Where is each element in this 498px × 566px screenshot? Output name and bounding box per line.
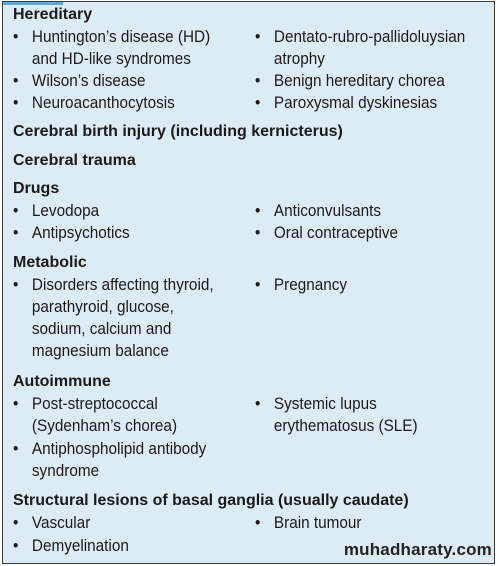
heading-cerebral-trauma: Cerebral trauma (13, 152, 136, 169)
list-item: • Systemic lupus erythematosus (SLE) (255, 394, 418, 435)
list-item: • Wilson’s disease (13, 71, 146, 90)
list-item: • Antiphospholipid antibody syndrome (13, 439, 207, 480)
list-item: • Pregnancy (255, 275, 348, 294)
list-item: • Benign hereditary chorea (255, 71, 445, 90)
bullet: • (255, 275, 261, 294)
list-item: • Huntington’s disease (HD) and HD-like syndromes (13, 27, 211, 68)
bullet: • (13, 536, 19, 555)
heading-autoimmune: Autoimmune (13, 373, 111, 390)
watermark: muhadharaty.com (343, 540, 492, 559)
bullet: • (13, 223, 19, 242)
list-item: • Anticonvulsants (255, 201, 382, 220)
list-item: • Neuroacanthocytosis (13, 93, 175, 112)
list-item: • Antipsychotics (13, 223, 130, 242)
list-item: • Demyelination (13, 536, 129, 555)
bullet: • (255, 513, 261, 532)
bullet: • (255, 201, 261, 220)
bullet: • (13, 71, 19, 90)
list-item: • Vascular (13, 513, 91, 532)
bullet: • (13, 439, 19, 458)
bullet: • (13, 275, 19, 294)
bullet: • (255, 71, 261, 90)
heading-structural-lesions: Structural lesions of basal ganglia (usually caudate) (13, 492, 409, 509)
heading-drugs: Drugs (13, 180, 60, 197)
list-item: • Oral contraceptive (255, 223, 399, 242)
bullet: • (255, 223, 261, 242)
list-item: • Brain tumour (255, 513, 362, 532)
bullet: • (13, 201, 19, 220)
list-item: • Dentato-rubro-pallidoluysian atrophy (255, 27, 466, 68)
heading-metabolic: Metabolic (13, 254, 87, 271)
list-item: • Paroxysmal dyskinesias (255, 93, 438, 112)
bullet: • (13, 27, 19, 46)
bullet: • (255, 93, 261, 112)
heading-birth-injury: Cerebral birth injury (including kernicterus) (13, 123, 343, 140)
bullet: • (13, 93, 19, 112)
list-item: • Post-streptococcal (Sydenham’s chorea) (13, 394, 178, 435)
bullet: • (13, 394, 19, 413)
list-item: • Levodopa (13, 201, 100, 220)
bullet: • (13, 513, 19, 532)
heading-hereditary: Hereditary (13, 6, 93, 23)
bullet: • (255, 394, 261, 413)
list-item: • Disorders affecting thyroid, parathyroid, glucose, sodium, calcium and magnesium balance (13, 275, 214, 360)
bullet: • (255, 27, 261, 46)
